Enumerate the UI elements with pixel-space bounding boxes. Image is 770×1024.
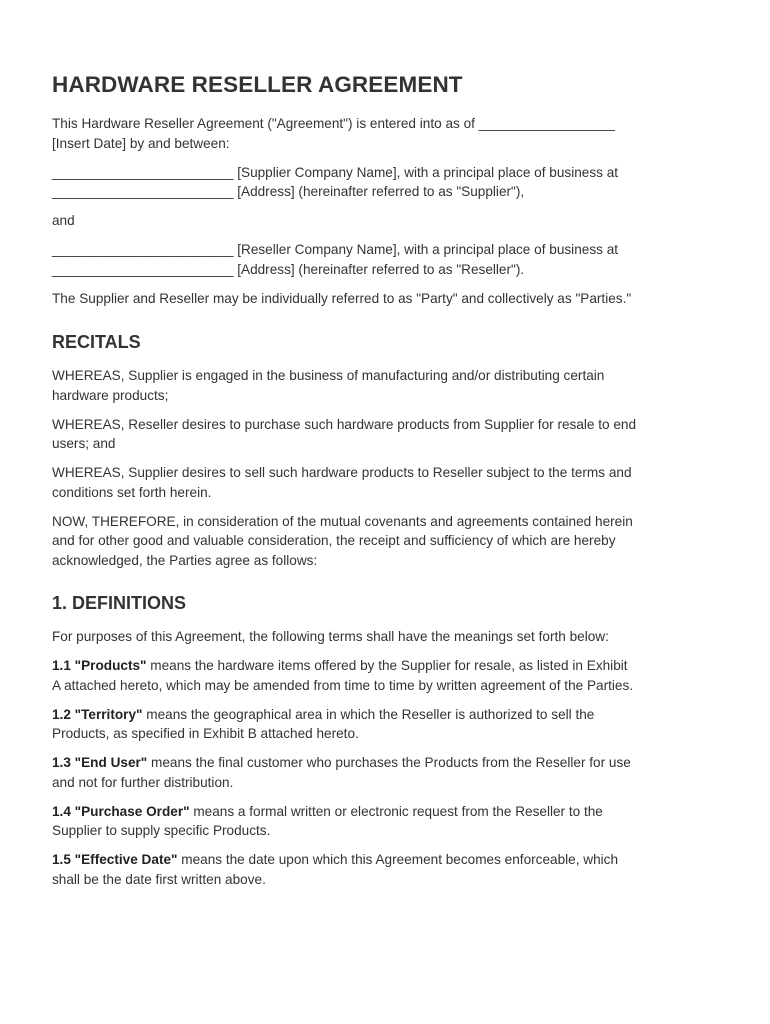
document-body: [52, 70, 722, 899]
definition-item: [52, 656, 722, 695]
recital-paragraph: WHEREAS, Supplier is engaged in the business of manufacturing and/or distributing certain hardware products;: [52, 368, 605, 403]
definition-item: [52, 753, 722, 792]
parties-note: The Supplier and Reseller may be individually referred to as "Party" and collectively as "Parties.": [52, 290, 632, 306]
recitals-heading: RECITALS: [52, 332, 141, 352]
definition-term: 1.1 "Products": [52, 658, 147, 673]
definition-item: [52, 705, 722, 744]
recital-paragraph: NOW, THEREFORE, in consideration of the mutual covenants and agreements contained herein and for other good and valuable consideration, the receipt and sufficiency of which are hereby acknowledged, the Parties agree as follows:: [52, 513, 633, 568]
definition-term: 1.3 "End User": [52, 755, 148, 770]
definition-term: 1.5 "Effective Date": [52, 852, 178, 867]
reseller-party-paragraph: ________________________ [Reseller Company Name], with a principal place of business at ________________________ [Address] (hereinafter referred to as "Reseller").: [52, 242, 619, 277]
definition-text: means the final customer who purchases the Products from the Reseller for use and not for further distribution.: [52, 755, 631, 790]
definitions-heading: 1. DEFINITIONS: [52, 593, 187, 613]
definition-term: 1.2 "Territory": [52, 706, 143, 722]
and-text: and: [52, 213, 75, 228]
recital-paragraph: WHEREAS, Supplier desires to sell such hardware products to Reseller subject to the terms and conditions set forth herein.: [52, 465, 632, 500]
recital-paragraph: WHEREAS, Reseller desires to purchase such hardware products from Supplier for resale to end users; and: [52, 416, 637, 451]
definition-term: 1.4 "Purchase Order": [52, 803, 190, 819]
definition-text: means a formal written or electronic request from the Reseller to the Supplier to supply specific Products.: [52, 803, 603, 838]
definition-text: means the geographical area in which the Reseller is authorized to sell the Products, as specified in Exhibit B attached hereto.: [52, 706, 595, 741]
definition-text: means the hardware items offered by the Supplier for resale, as listed in Exhibit A attached hereto, which may be amended from time to time by written agreement of the Parties.: [52, 658, 634, 693]
definitions-intro: For purposes of this Agreement, the following terms shall have the meanings set forth below:: [52, 629, 609, 644]
intro-paragraph: This Hardware Reseller Agreement ("Agreement") is entered into as of __________________ [Insert Date] by and between:: [52, 116, 615, 151]
definition-item: [52, 802, 722, 841]
definition-text: means the date upon which this Agreement becomes enforceable, which shall be the date first written above.: [52, 852, 619, 887]
document-title: HARDWARE RESELLER AGREEMENT: [52, 72, 463, 97]
definition-item: [52, 850, 722, 889]
supplier-party-paragraph: ________________________ [Supplier Company Name], with a principal place of business at ________________________ [Address] (hereinafter referred to as "Supplier"),: [52, 164, 619, 199]
